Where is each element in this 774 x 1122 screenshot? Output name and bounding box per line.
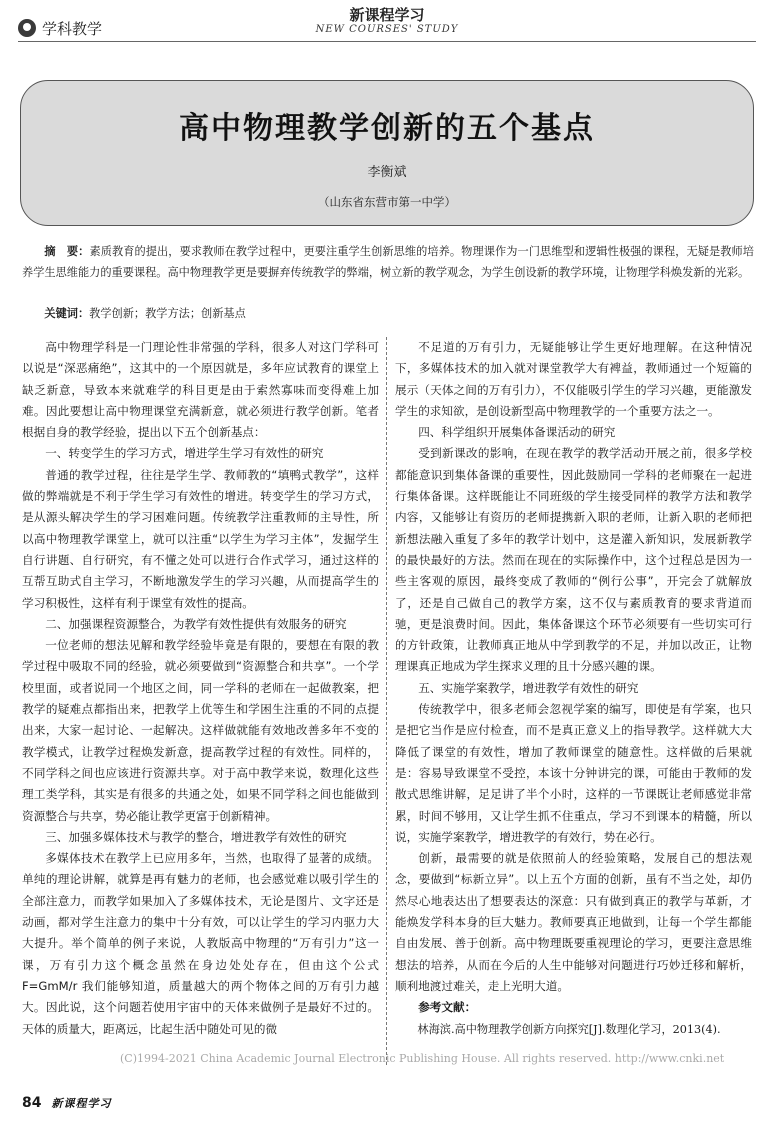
right-column [395,337,752,1040]
article-title: 高中物理教学创新的五个基点 [179,111,595,146]
page-number: 84 [22,1095,42,1111]
section-heading: 三、加强多媒体技术与教学的整合，增进教学有效性的研究 [45,829,347,844]
section-label: 学科教学 [42,19,103,38]
section-heading: 五、实施学案教学，增进教学有效性的研究 [418,680,639,695]
abstract [22,241,754,283]
header-divider [18,41,756,42]
paragraph: 传统教学中，很多老师会忽视学案的编写，即使是有学案，也只是把它当作是应付检查，而不是真正意义上的指导教学。这样就大大降低了课堂的有效性，增加了教师课堂的随意性。这样做的后果就是：容易导致课堂不受控，本该十分钟讲完的课，可能由于教师的发散式思维讲解，足足讲了半个小时，这样的一节课既让老师感觉非常累，时间不够用，又让学生抓不住重点，学习不到课本的精髓，所以说，实施学案教学，增进教学的有效行，势在必行。 [395,702,752,844]
paragraph: 受到新课改的影响，在现在教学的教学活动开展之前，很多学校都能意识到集体备课的重要性，因此鼓励同一学科的老师聚在一起进行集体备课。这样既能让不同班级的学生接受同样的教学方法和教学内容，又能够让有资历的老师提携新入职的老师，让新入职的老师把新想法融入重复了多年的教学计划中，这是灌入新知识，发展新教学的最快最好的方法。然而在现在的实际操作中，这个过程总是因为一些主客观的原因，最终变成了教师的“例行公事”，开完会了就解放了，还是自己做自己的教学方案，这不仅与素质教育的要求背道而驰，更是浪费时间。因此，集体备课这个环节必须要有一些切实可行的方针政策，让教师真正地从中学到教学的不足，并加以改正，让物理课真正地成为学生探求义理的且十分感兴趣的课。 [395,446,752,674]
paragraph: 一位老师的想法见解和教学经验毕竟是有限的，要想在有限的教学过程中吸取不同的经验，就必须要做到“资源整合和共享”。一个学校里面，或者说同一个地区之间，同一学科的老师在一起做教案，把教学的疑难点都指出来，把教学上优等生和学困生注重的不同的点提出来，大家一起讨论、一起解决。这样做就能有效地改善多年不变的教学模式，让教学过程焕发新意，提高教学过程的有效性。同样的，不同学科之间也应该进行资源共享。对于高中教学来说，数理化这些理工类学科，其实是有很多的共通之处，如果不同学科之间也能做到资源整合与共享，势必能让教学更富于创新精神。 [22,638,379,823]
references-label: 参考文献： [418,1000,477,1015]
keywords [22,305,754,323]
journal-title: 新课程学习 [349,6,425,24]
page-footer [22,1092,111,1114]
footer-journal-logo: 新课程学习 [51,1097,112,1110]
keywords-text: 教学创新；教学方法；创新基点 [89,307,246,320]
abstract-text: 素质教育的提出，要求教师在教学过程中，更要注重学生创新思维的培养。物理课作为一门思维型和逻辑性极强的课程，无疑是教师培养学生思维能力的重要课程。高中物理教学更是要摒弃传统教学的弊端，树立新的教学观念，为学生创设新的教学环境，让物理学科焕发新的光彩。 [22,245,754,279]
section-heading: 二、加强课程资源整合，为教学有效性提供有效服务的研究 [45,616,347,631]
keywords-label: 关键词： [44,307,90,320]
paragraph: 高中物理学科是一门理论性非常强的学科，很多人对这门学科可以说是“深恶痛绝”，这其中的一个原因就是，多年应试教育的课堂上缺乏新意，导致本来就难学的科目更是由于索然寡味而变得难上加难。因此要想让高中物理课堂充满新意，就必须进行教学创新。笔者根据自身的教学经验，提出以下五个创新基点： [22,340,379,440]
abstract-label: 摘 要： [44,245,90,258]
copyright-watermark: (C)1994-2021 China Academic Journal Electronic Publishing House. All rights reserved. http://www.cnki.net [120,1052,725,1065]
paragraph: 多媒体技术在教学上已应用多年，当然，也取得了显著的成绩。单纯的理论讲解，就算是再有魅力的老师，也会感觉难以吸引学生的全部注意力，而教学如果加入了多媒体技术，无论是图片、文字还是动画，都对学生注意力的集中十分有效，可以让学生的学习内驱力大大提升。举个简单的例子来说，人教版高中物理的“万有引力”这一课，万有引力这个概念虽然在身边处处存在，但由这个公式 F=GmM/r 我们能够知道，质量越大的两个物体之间的万有引力越大。因此说，这个问题若使用宇宙中的天体来做例子是最好不过的。天体的质量大，距离远，比起生活中随处可见的微 [22,851,379,1036]
paragraph: 创新，最需要的就是依照前人的经验策略，发展自己的想法观念，要做到“标新立异”。以上五个方面的创新，虽有不当之处，却仍然尽心地表达出了想要表达的深意：只有做到真正的教学与革新，才能焕发学科本身的巨大魅力。教师要真正地做到，让每一个学生都能自由发展、善于创新。高中物理既要重视理论的学习，更要注意思维想法的培养，从而在今后的人生中能够对问题进行巧妙迁移和解析，顺利地渡过难关，走上光明大道。 [395,851,752,993]
reference-item: 林海滨.高中物理教学创新方向探究[J].数理化学习，2013(4). [417,1022,721,1036]
section-heading: 一、转变学生的学习方式，增进学生学习有效性的研究 [45,446,324,461]
article-affiliation: （山东省东营市第一中学） [318,195,456,209]
section-heading: 四、科学组织开展集体备课活动的研究 [418,425,616,440]
article-author: 李衡斌 [367,165,407,180]
paragraph: 普通的教学过程，往往是学生学、教师教的“填鸭式教学”，这样做的弊端就是不利于学生学习有效性的增进。转变学生的学习方式，是从源头解决学生的学习困难问题。传统教学注重教师的主导性，所以高中物理教学课堂上，就可以注重“以学生为学习主体”，发掘学生自行讲题、自行研究，有不懂之处可以进行合作式学习，通过这样的互帮互助式自主学习，不断地激发学生的学习兴趣，从而提高学生的学习积极性，这样有利于课堂有效性的提高。 [22,467,379,610]
left-column [22,337,379,1040]
paragraph: 不足道的万有引力，无疑能够让学生更好地理解。在这种情况下，多媒体技术的加入就对课堂教学大有裨益，教师通过一个短篇的展示（天体之间的万有引力），不仅能吸引学生的学习兴趣，更能激发学生的求知欲，是创设新型高中物理教学的一个重要方法之一。 [395,340,752,418]
title-block [20,80,754,226]
column-divider [386,337,387,1065]
journal-title-en: NEW COURSES' STUDY [315,24,459,35]
